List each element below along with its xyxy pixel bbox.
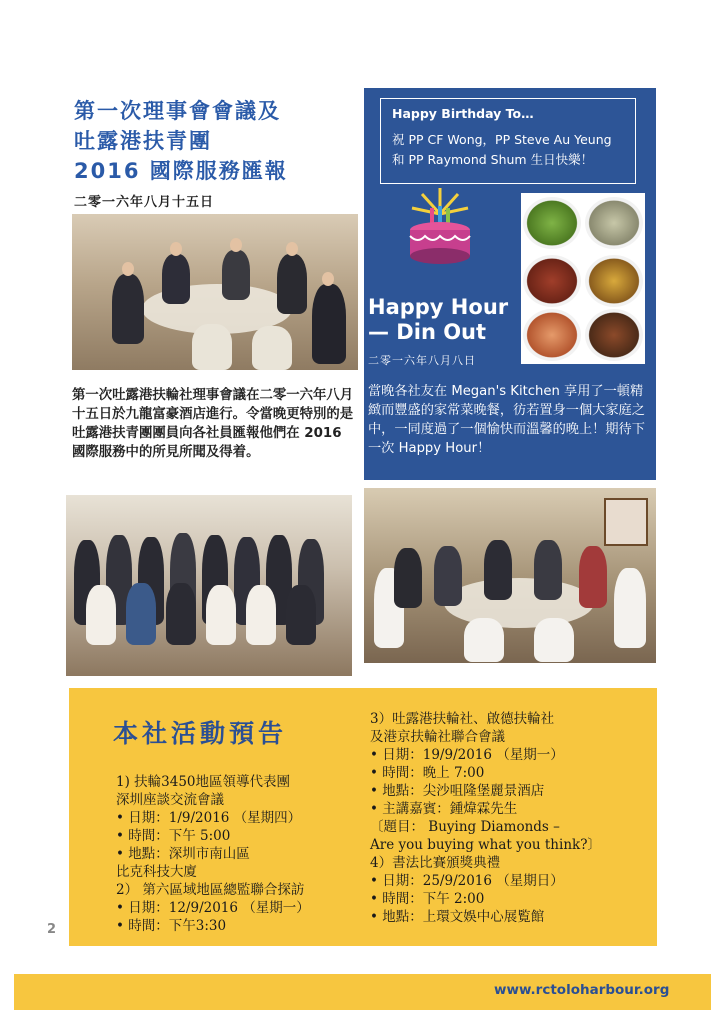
notice-left-column (116, 773, 310, 935)
page-number: 2 (47, 922, 57, 937)
notice-line: 3）吐露港扶輪社、啟德扶輪社 (370, 711, 555, 727)
notice-line: • 日期：19/9/2016 （星期一） (370, 747, 564, 763)
notice-line: 深圳座談交流會議 (116, 792, 224, 808)
notice-line: Are you buying what you think?〕 (370, 837, 601, 853)
food-collage (521, 193, 645, 364)
article-title (74, 96, 364, 186)
birthday-cake-icon (400, 184, 480, 274)
happy-hour-date: 二零一六年八月八日 (368, 354, 476, 367)
happy-hour-title-line: — Din Out (368, 320, 487, 344)
article-title-line: 第一次理事會會議及 (74, 99, 281, 123)
notice-line: 1) 扶輪3450地區領導代表團 (116, 774, 291, 790)
dinner-photo (364, 488, 656, 663)
notice-line: • 時間：下午 2:00 (370, 891, 485, 907)
notice-line: • 時間：下午 5:00 (116, 828, 231, 844)
article-title-line: 吐露港扶青團 (74, 129, 212, 153)
article-body: 第一次吐露港扶輪社理事會議在二零一六年八月十五日於九龍富豪酒店進行。令當晚更特別的是吐露港扶青團團員向各社員匯報他們在 2016 國際服務中的所見所聞及得着。 (72, 388, 354, 460)
notice-line: 4）書法比賽頒獎典禮 (370, 855, 501, 871)
notice-line: • 主講嘉賓：鍾煒霖先生 (370, 801, 518, 817)
notice-line: • 日期：1/9/2016 （星期四） (116, 810, 302, 826)
happy-hour-title (368, 295, 508, 345)
birthday-line: 和 PP Raymond Shum 生日快樂！ (392, 152, 594, 167)
birthday-line: 祝 PP CF Wong，PP Steve Au Yeung (392, 132, 612, 147)
notice-line: • 時間：下午3:30 (116, 918, 227, 934)
notice-line: 及港京扶輪社聯合會議 (370, 729, 505, 745)
notice-line: • 日期：25/9/2016 （星期日） (370, 873, 564, 889)
notice-title: 本社活動預告 (113, 719, 288, 748)
notice-line: 比克科技大廈 (116, 864, 197, 880)
article-title-line: 2016 國際服務匯報 (74, 159, 288, 183)
notice-line: • 地點：上環文娛中心展覧館 (370, 909, 545, 925)
notice-line: • 時間：晚上 7:00 (370, 765, 485, 781)
article-date: 二零一六年八月十五日 (74, 195, 215, 210)
notice-right-column (370, 710, 601, 926)
notice-line: • 地點：深圳市南山區 (116, 846, 250, 862)
footer-website-link[interactable]: www.rctoloharbour.org (494, 982, 670, 998)
group-photo (66, 495, 352, 676)
happy-hour-title-line: Happy Hour (368, 295, 509, 319)
happy-hour-body: 當晚各社友在 Megan's Kitchen 享用了一頓精緻而豐盛的家常菜晚餐，彷若置身一個大家庭之中，一同度過了一個愉快而溫馨的晚上！期待下一次 Happy Hour！ (368, 384, 645, 456)
birthday-heading: Happy Birthday To… (392, 106, 534, 121)
notice-line: • 日期：12/9/2016 （星期一） (116, 900, 310, 916)
notice-line: 〔題目： Buying Diamonds – (370, 819, 560, 835)
meeting-photo (72, 214, 358, 370)
notice-line: • 地點：尖沙咀隆堡麗景酒店 (370, 783, 545, 799)
notice-line: 2） 第六區域地區總監聯合探訪 (116, 882, 305, 898)
